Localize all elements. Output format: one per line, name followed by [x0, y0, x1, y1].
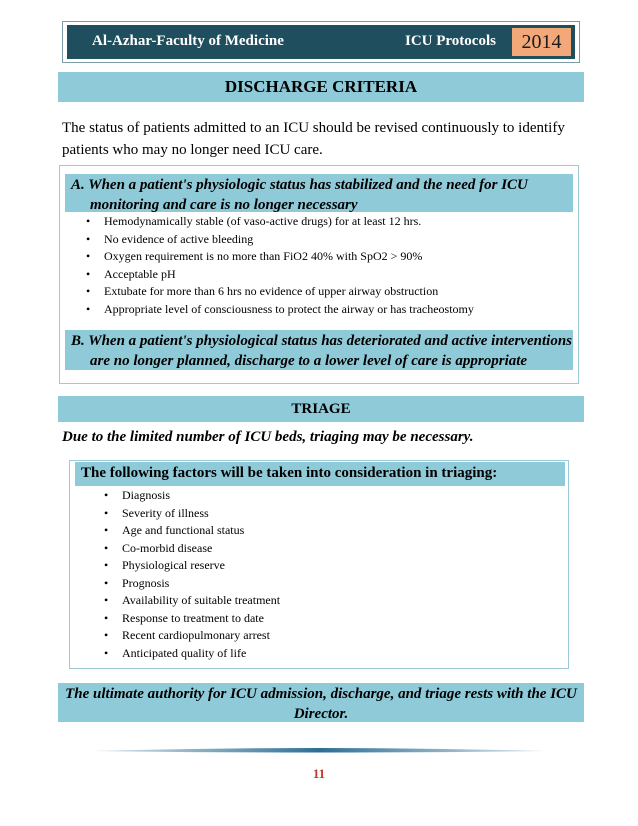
criteria-b-heading	[65, 330, 573, 370]
discharge-intro: The status of patients admitted to an ICU should be revised continuously to identify patients who may no longer need ICU care.	[62, 120, 565, 158]
footer-divider	[90, 745, 548, 755]
page-number: 11	[312, 766, 326, 781]
criteria-a-heading	[65, 174, 573, 212]
criteria-b-line1: B. When a patient's physiological status has deteriorated and active interventions	[71, 333, 573, 349]
authority-note-line2: Director.	[293, 706, 349, 722]
list-item: • Availability of suitable treatment	[104, 592, 280, 610]
list-item: • Recent cardiopulmonary arrest	[104, 627, 280, 645]
list-item: • Response to treatment to date	[104, 610, 280, 628]
triage-intro: Due to the limited number of ICU beds, triaging may be necessary.	[62, 429, 474, 445]
section-heading-triage: TRIAGE	[58, 396, 584, 422]
criteria-a-line1: A. When a patient's physiologic status has stabilized and the need for ICU	[71, 177, 528, 193]
header-title: ICU Protocols	[405, 33, 496, 49]
list-item: • Appropriate level of consciousness to protect the airway or has tracheostomy	[86, 301, 474, 319]
authority-note-line1: The ultimate authority for ICU admission, discharge, and triage rests with the ICU	[65, 686, 577, 702]
authority-note	[58, 683, 584, 722]
list-item: • Acceptable pH	[86, 266, 474, 284]
criteria-a-line2: monitoring and care is no longer necessary	[90, 197, 358, 213]
section-heading-discharge: DISCHARGE CRITERIA	[58, 72, 584, 102]
triage-factors-list	[104, 487, 280, 662]
list-item: • Hemodynamically stable (of vaso-active drugs) for at least 12 hrs.	[86, 213, 474, 231]
list-item: • Severity of illness	[104, 505, 280, 523]
list-item: • Age and functional status	[104, 522, 280, 540]
list-item: • Co-morbid disease	[104, 540, 280, 558]
list-item: • Physiological reserve	[104, 557, 280, 575]
header-organization: Al-Azhar-Faculty of Medicine	[92, 33, 284, 49]
list-item: • Diagnosis	[104, 487, 280, 505]
list-item: • No evidence of active bleeding	[86, 231, 474, 249]
header-year: 2014	[512, 28, 571, 56]
criteria-b-line2: are no longer planned, discharge to a lower level of care is appropriate	[90, 353, 528, 369]
list-item: • Anticipated quality of life	[104, 645, 280, 663]
list-item: • Extubate for more than 6 hrs no evidence of upper airway obstruction	[86, 283, 474, 301]
triage-box-title: The following factors will be taken into consideration in triaging:	[75, 462, 565, 486]
criteria-a-list	[86, 213, 474, 318]
list-item: • Oxygen requirement is no more than FiO2 40% with SpO2 > 90%	[86, 248, 474, 266]
list-item: • Prognosis	[104, 575, 280, 593]
